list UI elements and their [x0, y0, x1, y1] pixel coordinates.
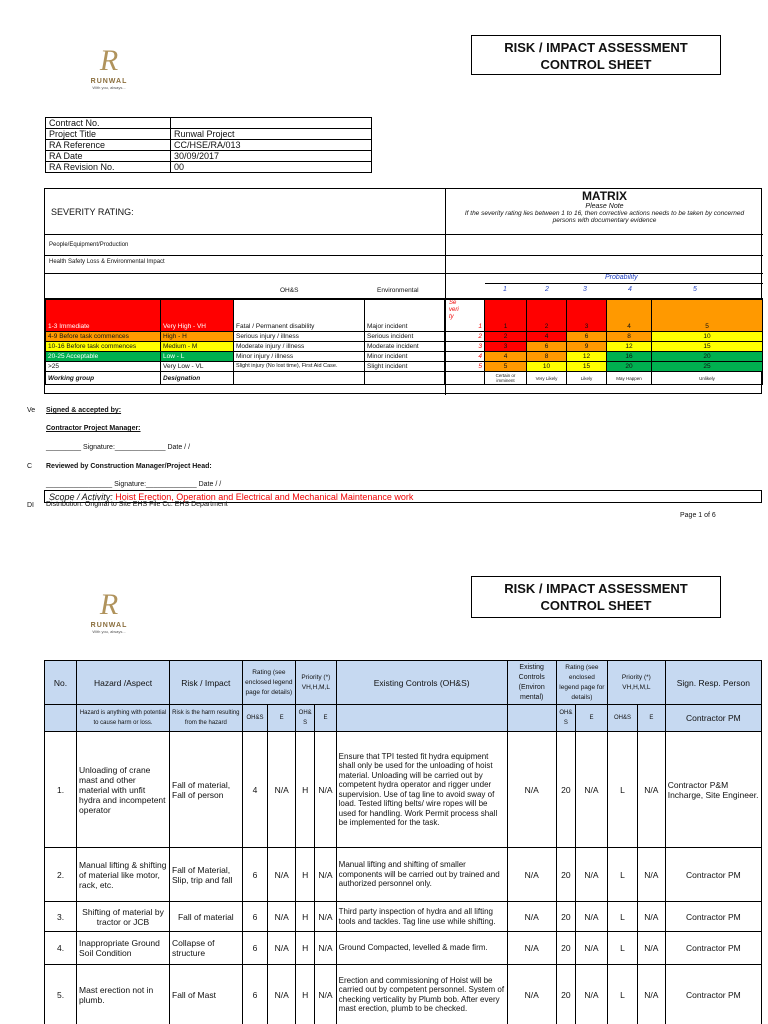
table-row: RA Reference CC/HSE/RA/013 — [46, 140, 372, 151]
logo-monogram: R — [99, 44, 119, 77]
table-header-row: No. Hazard /Aspect Risk / Impact Rating (see enclosed legend page for details) Priority (*) VH,H,M,L Existing Controls (OH&S) Existing Controls (Environ mental) Rating (see enclosed legend page for details) Priority (*) VH,H,M,L Sign. Resp. Person — [45, 661, 762, 705]
matrix-title: MATRIX — [581, 189, 628, 203]
margin-letter: C — [27, 463, 33, 470]
margin-letter: DI — [27, 502, 34, 509]
ohs-column-header: OH&S — [280, 287, 299, 294]
logo-tagline: With you, always... — [92, 629, 126, 634]
table-row: 1. Unloading of crane mast and other material with unfit hydra and incompetent operator Fall of material, Fall of person 4 N/A H N/A Ensure that TPI tested fit hydra equipment shall only be used for the unloading of hoist material. Unloading will be carried out by competent hydra operator and rigger under supervision. Use of tag line to avoid sway of load. Tested lifting belts/ wire ropes will be used for handling. Work Permit process shall be implemented for the task. N/A 20 N/A L N/A Contractor P&M Incharge, Site Engineer. — [45, 732, 762, 848]
severity-heading: SEVERITY RATING: — [51, 207, 134, 217]
please-note: Please Note — [585, 203, 624, 210]
table-row: Contract No. — [46, 118, 372, 129]
env-column-header: Environmental — [377, 287, 419, 294]
logo-brand: RUNWAL — [90, 622, 128, 629]
people-label: People/Equipment/Production — [49, 242, 129, 248]
signature-line-2: _________________ Signature:_____________ Date / / — [46, 481, 222, 488]
table-row: Working group Designation Certain or imminent Very Likely Likely May Happen Unlikely — [46, 372, 763, 385]
health-label: Health Safety Loss & Environmental Impact — [49, 259, 165, 265]
logo-tagline: With you, always... — [92, 85, 126, 90]
table-row: 20-25 Acceptable Low - L Minor injury / illness Minor incident 4 4 8 12 16 20 — [46, 352, 763, 362]
reviewed-label: Reviewed by Construction Manager/Project Head: — [46, 463, 212, 470]
logo-brand: RUNWAL — [90, 78, 128, 85]
severity-matrix: SEVERITY RATING: MATRIX Please Note If the severity rating lies between 1 to 16, then corrective actions needs to be taken by concerned persons with documentary evidence People/Equipment/Production Health Safety Loss & Environmental Impact Probability OH&S Environmental 1 2 3 4 5 Severity 1-3 Immediate Very High - VH Fatal / Permanent disability Major incident 1 1 2 3 4 5 4-9 Before task commences High - H Serious injury / illness Serious incident 2 2 4 6 8 10 10-16 Before task commences Medium - M Moderate injury / illness Moderate incident 3 3 6 9 12 15 20-25 Acceptable Low - L Minor injury / illness Minor incident 4 4 8 12 16 20 >25 Very Low - VL Slight injury (No lost time), First Aid Case. Slight incident 5 5 10 15 20 25 Working group Designation Certain or imminent Very Likely Likely May Happen Unlikely — [44, 188, 762, 394]
table-row: RA Revision No. 00 — [46, 162, 372, 173]
table-row: 4. Inappropriate Ground Soil Condition Collapse of structure 6 N/A H N/A Ground Compacted, levelled & made firm. N/A 20 N/A L N/A Contractor PM — [45, 932, 762, 965]
table-subheader-row: Hazard is anything with potential to cause harm or loss. Risk is the harm resulting from the hazard OH&S E OH& S E OH& S E OH&S E Contractor PM — [45, 705, 762, 732]
page-title: RISK / IMPACT ASSESSMENT CONTROL SHEET — [471, 35, 721, 75]
scope-label: Scope / Activity: — [49, 492, 113, 502]
matrix-note: If the severity rating lies between 1 to 16, then corrective actions needs to be taken by concerned persons with documentary evidence — [464, 210, 745, 224]
contract-info-table — [45, 117, 372, 173]
risk-assessment-table — [44, 660, 762, 1024]
scope-value: Hoist Erection, Operation and Electrical and Mechanical Maintenance work — [115, 492, 414, 502]
logo-monogram: R — [99, 588, 119, 621]
page-number: Page 1 of 6 — [680, 512, 716, 519]
table-row: 3. Shifting of material by tractor or JCB Fall of material 6 N/A H N/A Third party inspection of hydra and all lifting tools and tackles. Tag line use while shifting. N/A 20 N/A L N/A Contractor PM — [45, 902, 762, 932]
company-logo — [86, 588, 132, 650]
severity-vertical-label: Severity — [449, 300, 459, 320]
table-row: 10-16 Before task commences Medium - M Moderate injury / illness Moderate incident 3 3 6 9 12 15 — [46, 342, 763, 352]
table-row: 4-9 Before task commences High - H Serious injury / illness Serious incident 2 2 4 6 8 10 — [46, 332, 763, 342]
page-title: RISK / IMPACT ASSESSMENT CONTROL SHEET — [471, 576, 721, 618]
table-row: RA Date 30/09/2017 — [46, 151, 372, 162]
severity-rows — [45, 299, 763, 385]
table-row: 1-3 Immediate Very High - VH Fatal / Permanent disability Major incident 1 1 2 3 4 5 — [46, 300, 763, 332]
contractor-pm-label: Contractor Project Manager: — [46, 425, 141, 432]
table-row: >25 Very Low - VL Slight injury (No lost time), First Aid Case. Slight incident 5 5 10 15 20 25 — [46, 362, 763, 372]
signature-line: _________ Signature:_____________ Date / / — [46, 444, 191, 451]
table-row: 5. Mast erection not in plumb. Fall of Mast 6 N/A H N/A Erection and commissioning of Hoist will be carried out by competent personnel. System of checking verticality by Plumb bob. After every mast erection, plumb to be checked. N/A 20 N/A L N/A Contractor PM — [45, 965, 762, 1024]
table-row: Project Title Runwal Project — [46, 129, 372, 140]
company-logo — [86, 44, 132, 106]
margin-letter: Ve — [27, 407, 36, 414]
distribution: Distribution: Original to Site EHS File Cc: EHS Department — [46, 501, 228, 508]
probability-label: Probability — [605, 274, 638, 281]
signed-accepted: Signed & accepted by: — [46, 407, 122, 414]
table-row: 2. Manual lifting & shifting of material like motor, rack, etc. Fall of Material, Slip, trip and fall 6 N/A H N/A Manual lifting and shifting of smaller components will be carried out by trained and authorized personnel only. N/A 20 N/A L N/A Contractor PM — [45, 848, 762, 902]
